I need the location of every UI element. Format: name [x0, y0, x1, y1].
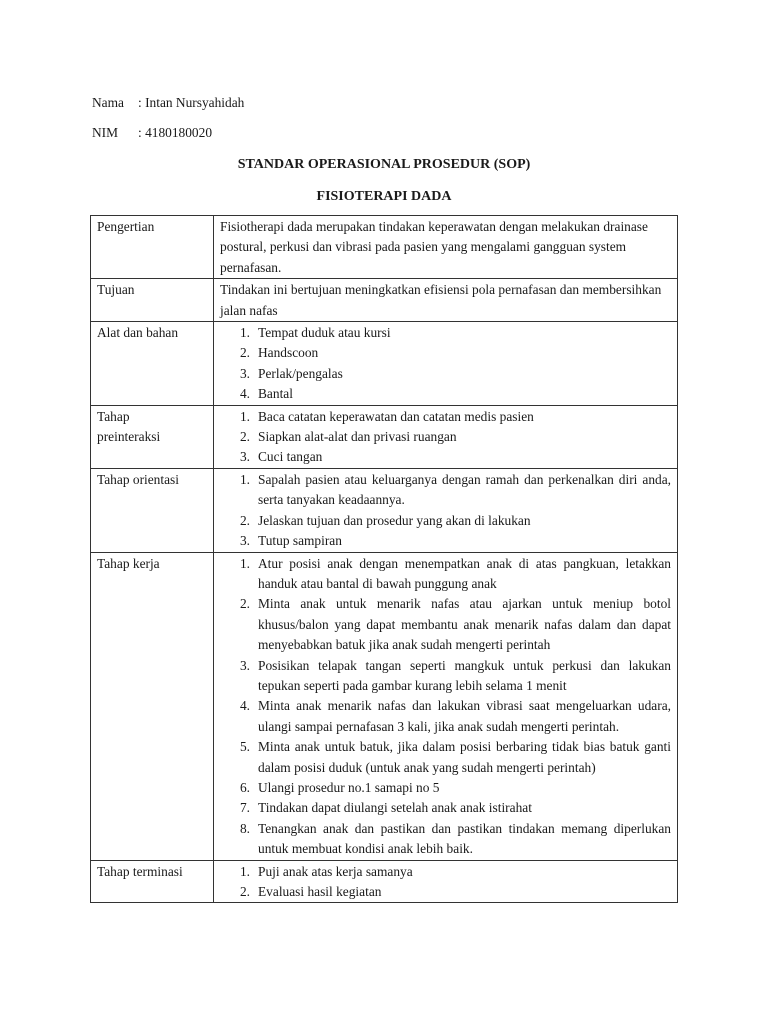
- list-item: 2. Handscoon: [220, 343, 671, 363]
- row-label-kerja: Tahap kerja: [91, 552, 214, 860]
- list-item-text: Minta anak menarik nafas dan lakukan vibrasi saat mengeluarkan udara, ulangi sampai pernafasan 3 kali, jika anak sudah mengerti perintah.: [258, 698, 671, 734]
- list-item-text: Cuci tangan: [258, 449, 323, 465]
- sop-table: [90, 215, 678, 903]
- terminasi-list: [220, 862, 671, 903]
- list-item-text: Posisikan telapak tangan seperti mangkuk untuk perkusi dan lakukan tepukan seperti pada gambar kurang lebih selama 1 menit: [258, 657, 671, 693]
- list-item-text: Minta anak untuk batuk, jika dalam posisi berbaring tidak bias batuk ganti dalam posisi duduk (untuk anak yang sudah mengerti perintah): [258, 739, 671, 775]
- header-name-line: [92, 94, 244, 112]
- nim-value: : 4180180020: [138, 125, 213, 140]
- kerja-list: [220, 554, 671, 860]
- table-row: [91, 860, 678, 903]
- list-item: 2. Jelaskan tujuan dan prosedur yang akan di lakukan: [220, 511, 671, 531]
- row-label-pengertian: Pengertian: [91, 216, 214, 279]
- list-item: 2. Evaluasi hasil kegiatan: [220, 882, 671, 902]
- list-item-text: Handscoon: [258, 345, 319, 361]
- list-item: 2. Minta anak untuk menarik nafas atau ajarkan untuk meniup botol khusus/balon yang dapat membantu anak menarik nafas dalam dan dapat menyebabkan batuk jika anak sudah mengerti perintah: [220, 594, 671, 655]
- list-item: 3. Cuci tangan: [220, 447, 671, 467]
- header-nim-line: [92, 124, 212, 142]
- list-item: 1. Atur posisi anak dengan menempatkan anak di atas pangkuan, letakkan handuk atau bantal di bawah punggung anak: [220, 554, 671, 595]
- list-item-text: Atur posisi anak dengan menempatkan anak di atas pangkuan, letakkan handuk atau bantal di bawah punggung anak: [258, 555, 671, 591]
- preinteraksi-list: [220, 407, 671, 468]
- list-item: 1. Tempat duduk atau kursi: [220, 323, 671, 343]
- list-item-text: Ulangi prosedur no.1 samapi no 5: [258, 779, 440, 795]
- label-line: preinteraksi: [97, 429, 161, 445]
- table-row: [91, 552, 678, 860]
- list-item-text: Puji anak atas kerja samanya: [258, 863, 413, 879]
- list-item-text: Tempat duduk atau kursi: [258, 325, 391, 341]
- list-item: 4. Bantal: [220, 384, 671, 404]
- preinteraksi-cell: [214, 405, 678, 468]
- list-item: 1. Baca catatan keperawatan dan catatan medis pasien: [220, 407, 671, 427]
- row-label-terminasi: Tahap terminasi: [91, 860, 214, 903]
- document-subtitle: FISIOTERAPI DADA: [316, 189, 452, 204]
- list-item: 3. Tutup sampiran: [220, 531, 671, 551]
- list-item: 8. Tenangkan anak dan pastikan dan pastikan tindakan memang diperlukan untuk membuat kondisi anak lebih baik.: [220, 819, 671, 860]
- list-item-text: Sapalah pasien atau keluarganya dengan ramah dan perkenalkan diri anda, serta tanyakan keadaannya.: [258, 471, 671, 508]
- name-value: : Intan Nursyahidah: [138, 95, 245, 110]
- table-row: [91, 322, 678, 406]
- list-item: 3. Posisikan telapak tangan seperti mangkuk untuk perkusi dan lakukan tepukan seperti pada gambar kurang lebih selama 1 menit: [220, 656, 671, 697]
- list-item: 3. Perlak/pengalas: [220, 364, 671, 384]
- list-item-text: Tutup sampiran: [258, 533, 342, 549]
- list-item-text: Perlak/pengalas: [258, 365, 343, 381]
- name-label: Nama: [92, 95, 124, 110]
- document-title: STANDAR OPERASIONAL PROSEDUR (SOP): [237, 157, 531, 172]
- list-item: 1. Puji anak atas kerja samanya: [220, 862, 671, 882]
- orientasi-list: [220, 470, 671, 552]
- row-label-preinteraksi: [91, 405, 214, 468]
- list-item: 5. Minta anak untuk batuk, jika dalam posisi berbaring tidak bias batuk ganti dalam posisi duduk (untuk anak yang sudah mengerti perintah): [220, 737, 671, 778]
- terminasi-cell: [214, 860, 678, 903]
- list-item-text: Siapkan alat-alat dan privasi ruangan: [258, 429, 457, 445]
- list-item-text: Bantal: [258, 386, 293, 402]
- kerja-cell: [214, 552, 678, 860]
- list-item-text: Jelaskan tujuan dan prosedur yang akan di lakukan: [258, 512, 531, 528]
- table-row: [91, 279, 678, 322]
- list-item-text: Tenangkan anak dan pastikan dan pastikan tindakan memang diperlukan untuk membuat kondisi anak lebih baik.: [258, 820, 671, 857]
- list-item-text: Minta anak untuk menarik nafas atau ajarkan untuk meniup botol khusus/balon yang dapat membantu anak menarik nafas dalam dan dapat menyebabkan batuk jika anak sudah mengerti perintah: [258, 596, 671, 653]
- tujuan-text: Tindakan ini bertujuan meningkatkan efisiensi pola pernafasan dan membersihkan jalan nafas: [214, 279, 678, 322]
- nim-label: NIM: [92, 125, 119, 140]
- row-label-orientasi: Tahap orientasi: [91, 468, 214, 552]
- label-line: Tahap: [97, 408, 130, 424]
- list-item-text: Tindakan dapat diulangi setelah anak anak istirahat: [258, 800, 532, 816]
- table-row: [91, 216, 678, 279]
- list-item: 1. Sapalah pasien atau keluarganya dengan ramah dan perkenalkan diri anda, serta tanyakan keadaannya.: [220, 470, 671, 511]
- row-label-alat: Alat dan bahan: [91, 322, 214, 406]
- table-row: [91, 405, 678, 468]
- list-item-text: Evaluasi hasil kegiatan: [258, 884, 382, 899]
- table-row: [91, 468, 678, 552]
- list-item: 6. Ulangi prosedur no.1 samapi no 5: [220, 778, 671, 798]
- list-item: 4. Minta anak menarik nafas dan lakukan vibrasi saat mengeluarkan udara, ulangi sampai pernafasan 3 kali, jika anak sudah mengerti perintah.: [220, 696, 671, 737]
- alat-cell: [214, 322, 678, 406]
- list-item-text: Baca catatan keperawatan dan catatan medis pasien: [258, 408, 534, 424]
- pengertian-text: Fisiotherapi dada merupakan tindakan keperawatan dengan melakukan drainase postural, perkusi dan vibrasi pada pasien yang mengalami gangguan system pernafasan.: [214, 216, 678, 279]
- orientasi-cell: [214, 468, 678, 552]
- alat-list: [220, 323, 671, 405]
- row-label-tujuan: Tujuan: [91, 279, 214, 322]
- list-item: 2. Siapkan alat-alat dan privasi ruangan: [220, 427, 671, 447]
- list-item: 7. Tindakan dapat diulangi setelah anak anak istirahat: [220, 798, 671, 818]
